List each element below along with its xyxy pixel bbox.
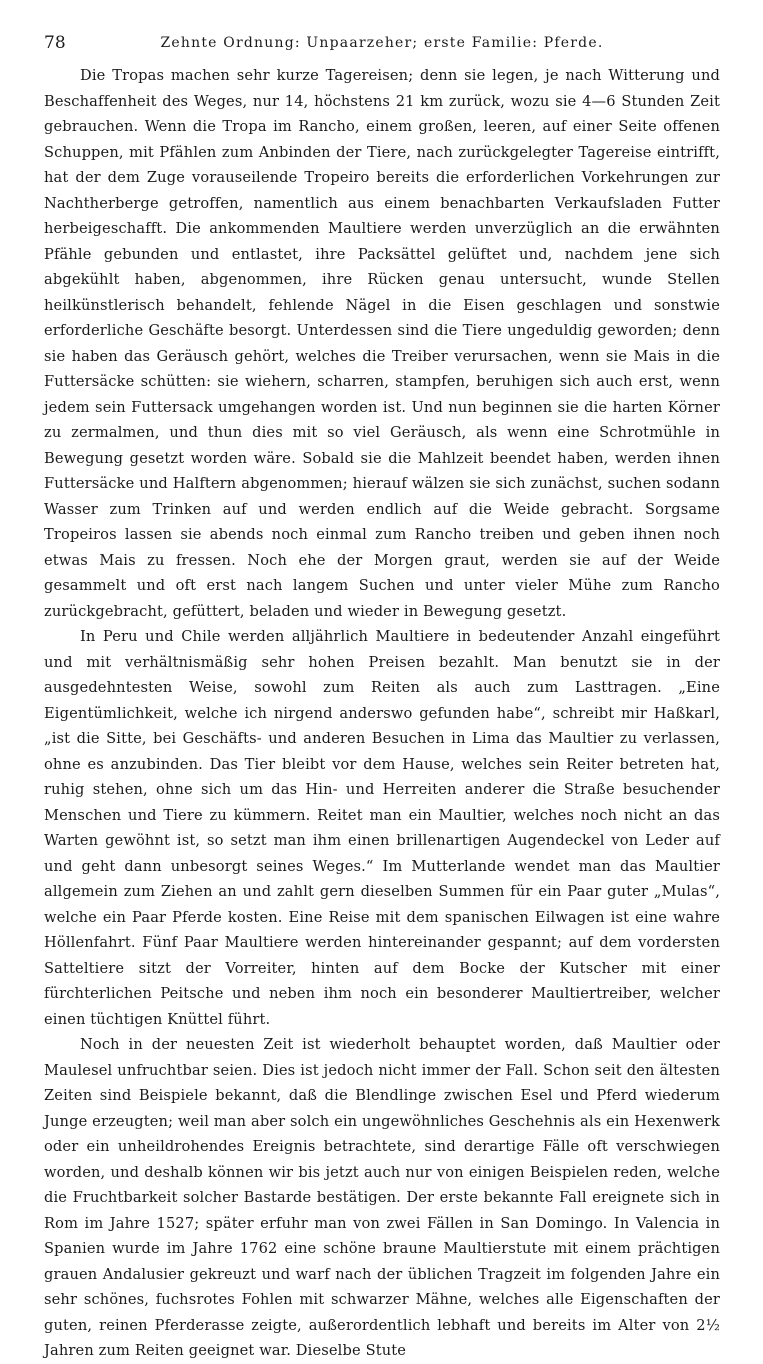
paragraph-peru-chile: In Peru und Chile werden alljährlich Maultiere in bedeutender Anzahl eingeführt und mit verhältnismäßig sehr hohen Preisen bezahlt. Man benutzt sie in der ausgedehntesten Weise, sowohl zum Reiten als auch zum Lasttragen. „Eine Eigentümlichkeit, welche ich nirgend anderswo gefunden habe“, schreibt mir Haßkarl, „ist die Sitte, bei Geschäfts- und anderen Besuchen in Lima das Maultier zu verlassen, ohne es anzubinden. Das Tier bleibt vor dem Hause, welches sein Reiter betreten hat, ruhig stehen, ohne sich um das Hin- und Herreiten anderer die Straße besuchender Menschen und Tiere zu kümmern. Reitet man ein Maultier, welches noch nicht an das Warten gewöhnt ist, so setzt man ihm einen brillenartigen Augendeckel von Leder auf und geht dann unbesorgt seines Weges.“ Im Mutterlande wendet man das Maultier allgemein zum Ziehen an und zahlt gern dieselben Summen für ein Paar guter „Mulas“, welche ein Paar Pferde kosten. Eine Reise mit dem spanischen Eilwagen ist eine wahre Höllenfahrt. Fünf Paar Maultiere werden hintereinander gespannt; auf dem vordersten Satteltiere sitzt der Vorreiter, hinten auf dem Bocke der Kutscher mit einer fürchterlichen Peitsche und neben ihm noch ein besonderer Maultiertreiber, welcher einen tüchtigen Knüttel führt.: [44, 628, 720, 1028]
book-page: [44, 28, 720, 1364]
paragraph-fertility: Noch in der neuesten Zeit ist wiederholt behauptet worden, daß Maultier oder Maulesel unfruchtbar seien. Dies ist jedoch nicht immer der Fall. Schon seit den ältesten Zeiten sind Beispiele bekannt, daß die Blendlinge zwischen Esel und Pferd wiederum Junge erzeugten; weil man aber solch ein ungewöhnliches Geschehnis als ein Hexenwerk oder ein unheildrohendes Ereignis betrachtete, sind derartige Fälle oft verschwiegen worden, und deshalb können wir bis jetzt auch nur von einigen Beispielen reden, welche die Fruchtbarkeit solcher Bastarde bestätigen. Der erste bekannte Fall ereignete sich in Rom im Jahre 1527; später erfuhr man von zwei Fällen in San Domingo. In Valencia in Spanien wurde im Jahre 1762 eine schöne braune Maultierstute mit einem prächtigen grauen Andalusier gekreuzt und warf nach der üblichen Tragzeit im folgenden Jahre ein sehr schönes, fuchsrotes Fohlen mit schwarzer Mähne, welches alle Eigenschaften der guten, reinen Pferderasse zeigte, außerordentlich lebhaft und bereits im Alter von 2½ Jahren zum Reiten geeignet war. Dieselbe Stute: [44, 1036, 720, 1359]
running-head: Zehnte Ordnung: Unpaarzeher; erste Familie: Pferde.: [160, 35, 604, 51]
page-header: [44, 28, 720, 58]
page-number: 78: [44, 33, 66, 53]
body-text: [44, 63, 720, 1364]
paragraph-tropas: Die Tropas machen sehr kurze Tagereisen; denn sie legen, je nach Witterung und Beschaffenheit des Weges, nur 14, höchstens 21 km zurück, wozu sie 4—6 Stunden Zeit gebrauchen. Wenn die Tropa im Rancho, einem großen, leeren, auf einer Seite offenen Schuppen, mit Pfählen zum Anbinden der Tiere, nach zurückgelegter Tagereise eintrifft, hat der dem Zuge vorauseilende Tropeiro bereits die erforderlichen Vorkehrungen zur Nachtherberge getroffen, namentlich aus einem benachbarten Verkaufsladen Futter herbeigeschafft. Die ankommenden Maultiere werden unverzüglich an die erwähnten Pfähle gebunden und entlastet, ihre Packsättel gelüftet und, nachdem jene sich abgekühlt haben, abgenommen, ihre Rücken genau untersucht, wunde Stellen heilkünstlerisch behandelt, fehlende Nägel in die Eisen geschlagen und sonstwie erforderliche Geschäfte besorgt. Unterdessen sind die Tiere ungeduldig geworden; denn sie haben das Geräusch gehört, welches die Treiber verursachen, wenn sie Mais in die Futtersäcke schütten: sie wiehern, scharren, stampfen, beruhigen sich auch erst, wenn jedem sein Futtersack umgehangen worden ist. Und nun beginnen sie die harten Körner zu zermalmen, und thun dies mit so viel Geräusch, als wenn eine Schrotmühle in Bewegung gesetzt worden wäre. Sobald sie die Mahlzeit beendet haben, werden ihnen Futtersäcke und Halftern abgenommen; hierauf wälzen sie sich zunächst, suchen sodann Wasser zum Trinken auf und werden endlich auf die Weide gebracht. Sorgsame Tropeiros lassen sie abends noch einmal zum Rancho treiben und geben ihnen noch etwas Mais zu fressen. Noch ehe der Morgen graut, werden sie auf der Weide gesammelt und oft erst nach langem Suchen und unter vieler Mühe zum Rancho zurückgebracht, gefüttert, beladen und wieder in Bewegung gesetzt.: [44, 67, 720, 620]
